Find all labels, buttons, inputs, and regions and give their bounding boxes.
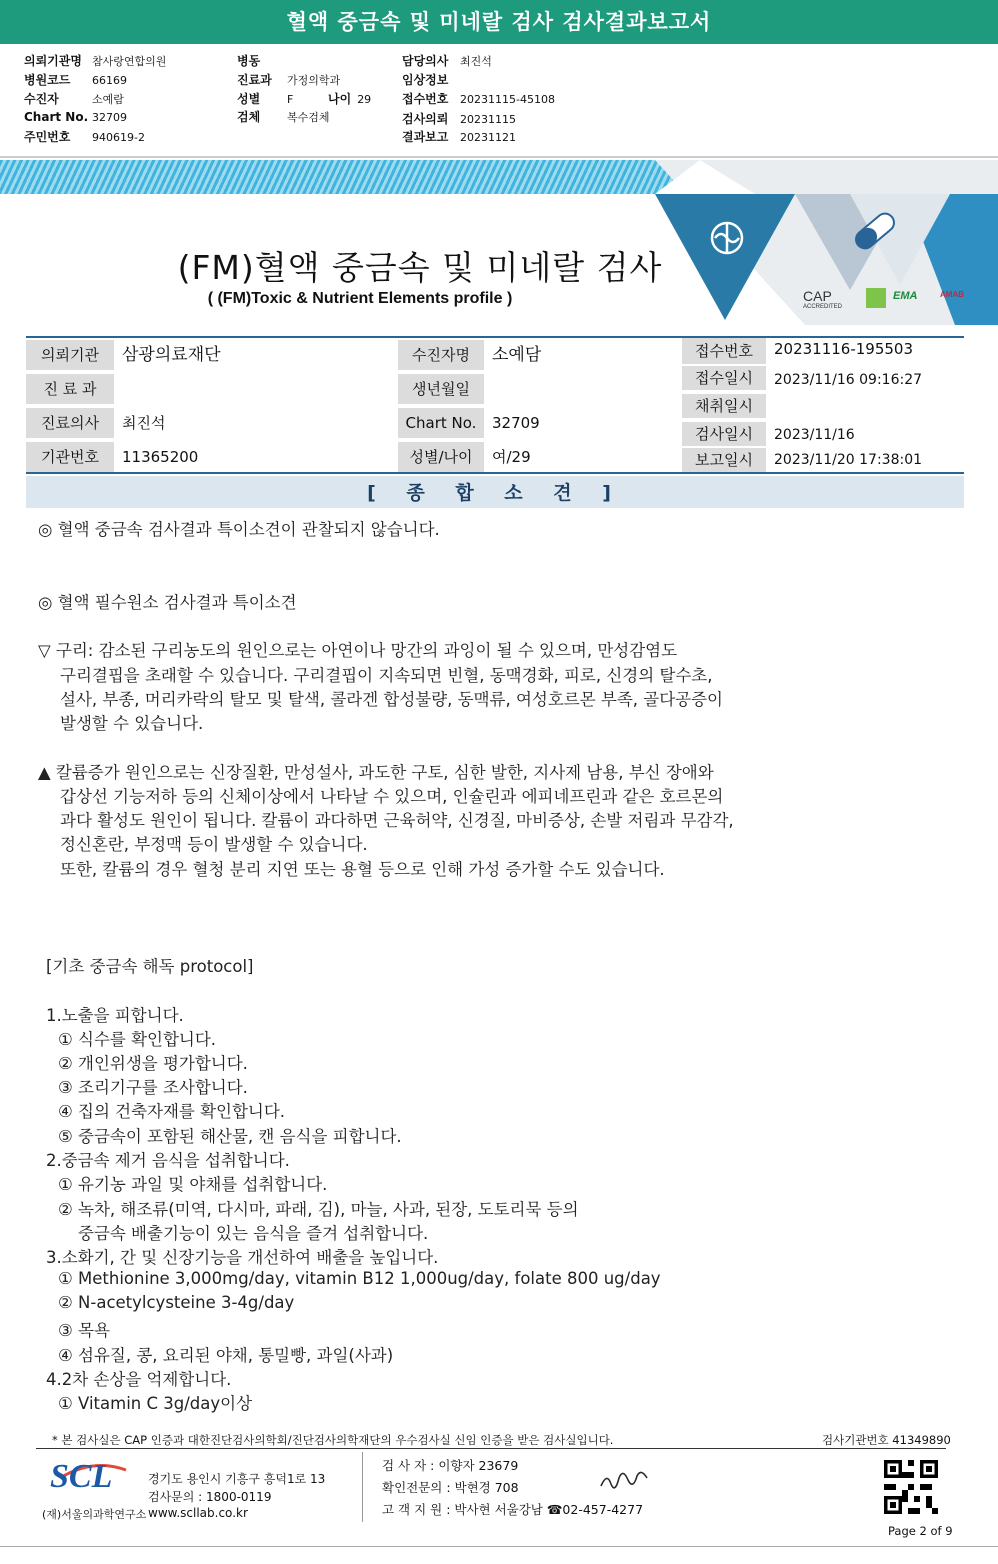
header-field: 병동 [237, 54, 261, 68]
info-value: 소예담 [492, 345, 542, 365]
cap-badge: CAP ACCREDITED [803, 288, 843, 310]
protocol-title: [기초 중금속 해독 protocol] [46, 957, 254, 976]
protocol-step: 2.중금속 제거 음식을 섭취합니다. [46, 1151, 290, 1170]
protocol-substep: ④ 섬유질, 콩, 요리된 야채, 통밀빵, 과일(사과) [58, 1346, 394, 1365]
info-value [484, 374, 682, 404]
organization-name: (재)서울의과학연구소 [42, 1508, 147, 1521]
protocol-substep: ⑤ 중금속이 포함된 해산물, 캔 음식을 피합니다. [58, 1127, 402, 1146]
header-field: 검체 복수검체 [237, 110, 330, 124]
lm-badge-icon [866, 288, 886, 308]
header-field: 성별 F [237, 92, 294, 106]
signature [598, 1468, 656, 1494]
institution-number: 검사기관번호 41349890 [822, 1433, 951, 1447]
protocol-substep: ② N-acetylcysteine 3-4g/day [58, 1293, 295, 1312]
info-value: 여/29 [492, 448, 531, 466]
protocol-step: 3.소화기, 간 및 신장기능을 개선하여 배출을 높입니다. [46, 1248, 439, 1267]
contact-phone: 검사문의 : 1800-0119 [148, 1490, 272, 1504]
page-number: Page 2 of 9 [888, 1524, 953, 1538]
footer-vertical-divider [362, 1452, 363, 1522]
summary-heading: [ 종 합 소 견 ] [26, 476, 964, 508]
copper-note: ▽ 구리: 감소된 구리농도의 원인으로는 아연이나 망간의 과잉이 될 수 있으며, 만성감염도 [38, 641, 678, 660]
protocol-substep: ① Methionine 3,000mg/day, vitamin B12 1,000ug/day, folate 800 ug/day [58, 1269, 661, 1288]
header-field: 검사의뢰 20231115 [402, 112, 516, 126]
info-value [114, 374, 402, 404]
info-label: 기관번호 [26, 442, 114, 472]
footer-divider [36, 1448, 946, 1449]
header-age-field: 나이 29 [328, 92, 372, 106]
ema-badge: EMA [893, 290, 918, 302]
info-label: 성별/나이 [398, 442, 484, 472]
info-value: 32709 [492, 414, 540, 432]
staff-line: 고 객 지 원 : 박사현 서울강남 ☎02-457-4277 [382, 1502, 644, 1517]
info-value: 11365200 [122, 448, 199, 466]
header-field: Chart No. 32709 [24, 110, 127, 124]
header-field: 임상정보 [402, 73, 449, 87]
potassium-note: 또한, 칼륨의 경우 혈청 분리 지연 또는 용혈 등으로 인해 가성 증가할 수도 있습니다. [60, 860, 665, 879]
info-label: 접수일시 [682, 366, 766, 390]
copper-note: 발생할 수 있습니다. [60, 714, 204, 733]
potassium-note: 갑상선 기능저하 등의 신체이상에서 나타날 수 있으며, 인슐린과 에피네프린과 같은 호르몬의 [60, 787, 724, 806]
info-label: 의뢰기관 [26, 340, 114, 370]
staff-line: 확인전문의 : 박현경 708 [382, 1480, 519, 1495]
info-value: 2023/11/16 [774, 427, 855, 443]
potassium-note: 정신혼란, 부정맥 등이 발생할 수 있습니다. [60, 835, 368, 854]
info-label: 진 료 과 [26, 374, 114, 404]
scl-logo: SCL [50, 1458, 113, 1495]
protocol-step: 4.2차 손상을 억제합니다. [46, 1370, 232, 1389]
info-table-bottom-rule [26, 472, 964, 474]
website-link[interactable]: www.scllab.co.kr [148, 1506, 248, 1520]
protocol-step: 1.노출을 피합니다. [46, 1006, 184, 1025]
protocol-substep: ② 녹차, 해조류(미역, 다시마, 파래, 김), 마늘, 사과, 된장, 도토리묵 등의 [58, 1200, 579, 1219]
info-value: 최진석 [122, 414, 166, 432]
info-label: 보고일시 [682, 448, 766, 472]
header-field: 의뢰기관명 참사랑연합의원 [24, 54, 167, 68]
copper-note: 설사, 부종, 머리카락의 탈모 및 탈색, 콜라겐 합성불량, 동맥류, 여성호르몬 부족, 골다공증이 [60, 690, 723, 709]
amab-badge: AMAB [940, 290, 964, 299]
protocol-substep: ③ 조리기구를 조사합니다. [58, 1078, 248, 1097]
header-field: 주민번호 940619-2 [24, 130, 145, 144]
potassium-note: ▲ 칼륨증가 원인으로는 신장질환, 만성설사, 과도한 구토, 심한 발한, 지사제 남용, 부신 장애와 [38, 763, 714, 782]
header-field: 접수번호 20231115-45108 [402, 92, 555, 106]
report-banner-title: 혈액 중금속 및 미네랄 검사 검사결과보고서 [0, 0, 998, 44]
protocol-substep: ① 유기농 과일 및 야채를 섭취합니다. [58, 1175, 328, 1194]
protocol-substep: 중금속 배출기능이 있는 음식을 즐겨 섭취합니다. [78, 1224, 429, 1243]
address: 경기도 용인시 기흥구 흥덕1로 13 [148, 1472, 326, 1486]
qr-code [884, 1460, 938, 1514]
info-label: 생년월일 [398, 374, 484, 404]
info-label: 검사일시 [682, 422, 766, 446]
copper-note: 구리결핍을 초래할 수 있습니다. 구리결핍이 지속되면 빈혈, 동맥경화, 피로, 신경의 탈수초, [60, 666, 713, 685]
info-value: 2023/11/16 09:16:27 [774, 372, 923, 388]
info-label: 진료의사 [26, 408, 114, 438]
staff-line: 검 사 자 : 이향자 23679 [382, 1458, 519, 1473]
header-field: 병원코드 66169 [24, 73, 127, 87]
summary-line: ◎ 혈액 필수원소 검사결과 특이소견 [38, 593, 297, 612]
info-value [766, 394, 964, 418]
protocol-substep: ② 개인위생을 평가합니다. [58, 1054, 248, 1073]
info-value: 삼광의료재단 [122, 345, 221, 365]
summary-line: ◎ 혈액 중금속 검사결과 특이소견이 관찰되지 않습니다. [38, 520, 440, 539]
info-label: Chart No. [398, 408, 484, 438]
page-title: (FM)혈액 중금속 및 미네랄 검사 [177, 248, 663, 287]
certification-note: * 본 검사실은 CAP 인증과 대한진단검사의학회/진단검사의학재단의 우수검사실 신임 인증을 받은 검사실입니다. [52, 1433, 614, 1447]
potassium-note: 과다 활성도 원인이 됩니다. 칼륨이 과다하면 근육허약, 신경질, 마비증상, 손발 저림과 무감각, [60, 811, 734, 830]
page-subtitle: ( (FM)Toxic & Nutrient Elements profile ) [207, 290, 513, 307]
info-value: 20231116-195503 [774, 340, 914, 358]
info-label: 수진자명 [398, 340, 484, 370]
header-field: 결과보고 20231121 [402, 130, 516, 144]
protocol-substep: ④ 집의 건축자재를 확인합니다. [58, 1102, 286, 1121]
protocol-substep: ① 식수를 확인합니다. [58, 1030, 217, 1049]
info-label: 채취일시 [682, 394, 766, 418]
header-field: 담당의사 최진석 [402, 54, 492, 68]
info-label: 접수번호 [682, 338, 766, 364]
protocol-substep: ③ 목욕 [58, 1321, 110, 1340]
bottom-rule [0, 1546, 998, 1547]
header-field: 수진자 소예람 [24, 92, 124, 106]
info-value: 2023/11/20 17:38:01 [774, 452, 923, 468]
protocol-substep: ① Vitamin C 3g/day이상 [58, 1394, 253, 1413]
header-field: 진료과 가정의학과 [237, 73, 341, 87]
header-info-grid [0, 44, 998, 158]
